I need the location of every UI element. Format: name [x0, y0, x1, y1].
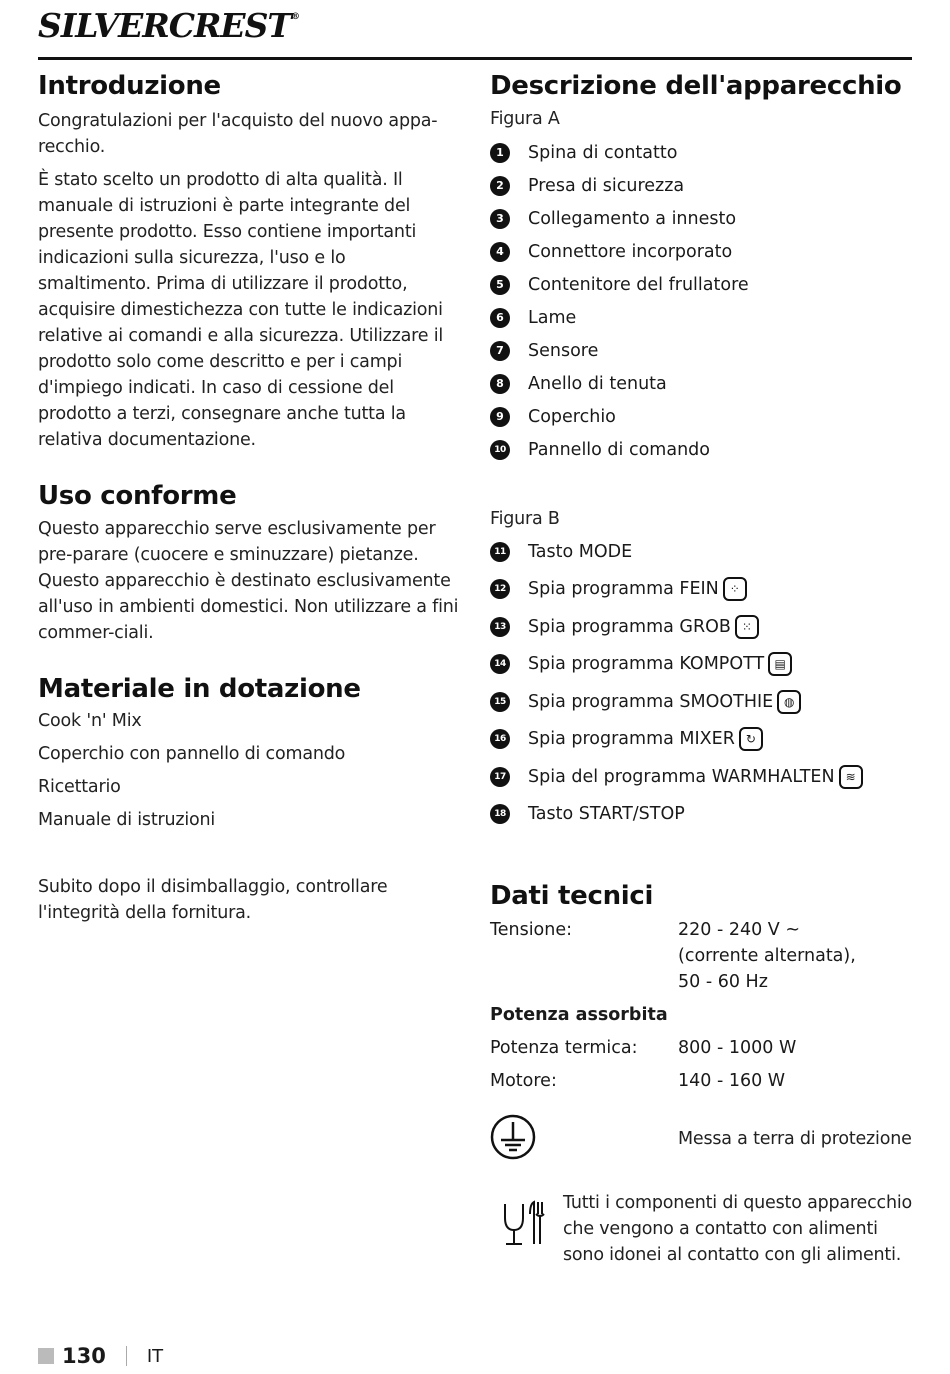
spec-voltage-value-2: (corrente alternata),: [678, 946, 856, 966]
spec-thermal-value: 800 - 1000 W: [678, 1038, 797, 1058]
legend-number: 12: [490, 579, 510, 599]
fine-program-icon: ⁘: [723, 577, 747, 601]
spec-voltage-value: [678, 917, 914, 995]
supply-item: Cook 'n' Mix: [38, 711, 142, 731]
legend-number: 7: [490, 341, 510, 361]
intro-paragraph-2: È stato scelto un prodotto di alta qualità. Il manuale di istruzioni è parte integrante del presente prodotto. Esso contiene importanti indicazioni sulla sicurezza, l'uso e lo smaltimento. Prima di utilizzare il prodotto, acquisire dimestichezza con tutte le indicazioni relative ai comandi e alla sicurezza. Utilizzare il prodotto solo come descritto e per i campi d'impiego indicati. In caso di cessione del prodotto a terzi, consegnare anche tutta la relativa documentazione.: [38, 170, 444, 450]
spec-voltage: [490, 917, 914, 995]
legend-text: Presa di sicurezza: [528, 175, 685, 196]
legend-text: Spia programma GROB: [528, 616, 731, 637]
legend-text: Lame: [528, 307, 577, 328]
spec-thermal-label: Potenza termica:: [490, 1038, 638, 1058]
spec-voltage-value-1: 220 - 240 V ~: [678, 920, 801, 940]
left-column: [38, 66, 463, 926]
spec-motor: [490, 1068, 914, 1094]
figure-b-label: Figura B: [490, 509, 560, 529]
spec-thermal: [490, 1035, 914, 1061]
legend-text: Contenitore del frullatore: [528, 274, 749, 295]
brand-logo: [38, 6, 299, 45]
language-code: IT: [146, 1345, 164, 1367]
registered-mark: ®: [290, 12, 299, 22]
legend-number: 13: [490, 617, 510, 637]
legend-text: Spia programma FEIN: [528, 579, 719, 600]
legend-text: Collegamento a innesto: [528, 208, 737, 229]
header-rule: [38, 57, 912, 60]
legend-text: Tasto MODE: [528, 541, 633, 562]
legend-item: [490, 136, 914, 169]
legend-item: [490, 796, 914, 834]
food-safe-icon-wrap: [490, 1190, 563, 1252]
legend-number: 14: [490, 654, 510, 674]
legend-text: Spia programma SMOOTHIE: [528, 691, 774, 712]
legend-number: 2: [490, 176, 510, 196]
legend-number: 15: [490, 692, 510, 712]
legend-number: 3: [490, 209, 510, 229]
intro-heading: Introduzione: [38, 71, 221, 101]
compote-program-icon: ▤: [768, 652, 792, 676]
legend-text: Spia programma KOMPOTT: [528, 654, 765, 675]
legend-item: [490, 758, 914, 796]
intro-paragraph-1: Congratulazioni per l'acquisto del nuovo appa-recchio.: [38, 111, 438, 157]
footer-separator: [126, 1346, 127, 1366]
legend-text: Sensore: [528, 340, 599, 361]
food-safe-row: [490, 1190, 914, 1268]
legend-number: 17: [490, 767, 510, 787]
smoothie-program-icon: ◍: [777, 690, 801, 714]
legend-item: [490, 571, 914, 609]
brand-name: SILVERCREST: [38, 6, 291, 45]
desc-heading: Descrizione dell'apparecchio: [490, 71, 902, 101]
supply-item: Manuale di istruzioni: [38, 810, 216, 830]
legend-number: 18: [490, 804, 510, 824]
legend-item: [490, 334, 914, 367]
legend-number: 4: [490, 242, 510, 262]
coarse-program-icon: ⁙: [735, 615, 759, 639]
legend-item: [490, 235, 914, 268]
legend-item: [490, 683, 914, 721]
spec-voltage-value-3: 50 - 60 Hz: [678, 972, 768, 992]
figure-a-list: [490, 136, 914, 466]
figure-b-list: [490, 533, 914, 833]
legend-number: 10: [490, 440, 510, 460]
legend-item: [490, 608, 914, 646]
supply-list: [38, 705, 463, 837]
legend-number: 5: [490, 275, 510, 295]
spec-power-heading-text: Potenza assorbita: [490, 1005, 668, 1025]
spec-motor-label: Motore:: [490, 1071, 557, 1091]
legend-text: Coperchio: [528, 406, 616, 427]
spec-power-heading: [490, 1002, 914, 1028]
legend-item: [490, 646, 914, 684]
earth-icon-wrap: [490, 1114, 678, 1164]
legend-item: [490, 721, 914, 759]
spec-motor-value: 140 - 160 W: [678, 1071, 786, 1091]
tech-heading: Dati tecnici: [490, 881, 654, 911]
legend-text: Tasto START/STOP: [528, 804, 685, 825]
legend-text: Spina di contatto: [528, 142, 678, 163]
legend-number: 16: [490, 729, 510, 749]
spec-voltage-label: Tensione:: [490, 920, 573, 940]
earth-row: [490, 1114, 914, 1164]
legend-number: 1: [490, 143, 510, 163]
right-column: [490, 66, 914, 1268]
protective-earth-icon: [490, 1114, 536, 1160]
legend-item: [490, 533, 914, 571]
legend-text: Anello di tenuta: [528, 373, 667, 394]
legend-text: Spia del programma WARMHALTEN: [528, 766, 835, 787]
legend-item: [490, 169, 914, 202]
legend-text: Pannello di comando: [528, 439, 710, 460]
food-safe-icon: [500, 1200, 546, 1248]
legend-item: [490, 202, 914, 235]
supply-item: Coperchio con pannello di comando: [38, 744, 346, 764]
legend-number: 9: [490, 407, 510, 427]
legend-item: [490, 367, 914, 400]
legend-number: 6: [490, 308, 510, 328]
keep-warm-program-icon: ≋: [839, 765, 863, 789]
use-heading: Uso conforme: [38, 481, 237, 511]
legend-item: [490, 400, 914, 433]
legend-text: Spia programma MIXER: [528, 729, 735, 750]
supply-heading: Materiale in dotazione: [38, 674, 361, 704]
page-footer: [38, 1344, 163, 1368]
legend-number: 11: [490, 542, 510, 562]
legend-item: [490, 433, 914, 466]
legend-item: [490, 268, 914, 301]
use-paragraph: Questo apparecchio serve esclusivamente per pre-parare (cuocere e sminuzzare) pietanze. Questo apparecchio è destinato esclusivamente all'uso in ambienti domestici. Non utilizzare a fini commer-ciali.: [38, 519, 459, 643]
supply-note: Subito dopo il disimballaggio, controllare l'integrità della fornitura.: [38, 877, 388, 923]
legend-item: [490, 301, 914, 334]
legend-number: 8: [490, 374, 510, 394]
mixer-program-icon: ↻: [739, 727, 763, 751]
figure-a-label: Figura A: [490, 109, 560, 129]
page-number: 130: [62, 1344, 106, 1368]
supply-item: Ricettario: [38, 777, 121, 797]
footer-square: [38, 1348, 54, 1364]
food-safe-text: Tutti i componenti di questo apparecchio che vengono a contatto con alimenti sono idonei al contatto con gli alimenti.: [563, 1193, 913, 1265]
earth-text: Messa a terra di protezione: [678, 1129, 912, 1149]
legend-text: Connettore incorporato: [528, 241, 733, 262]
